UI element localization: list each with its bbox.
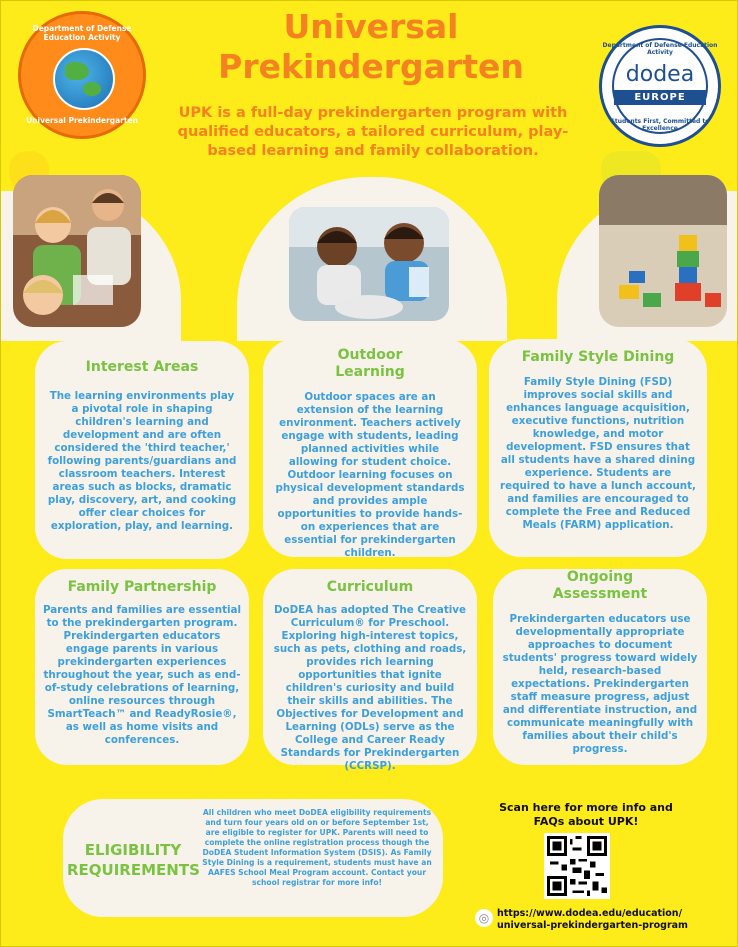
photo-building-blocks [599,175,727,327]
scan-prompt: Scan here for more info and FAQs about UPK! [499,801,673,828]
photo-children-crafting [13,175,141,327]
dodea-europe-logo [599,25,721,147]
upk-logo [18,11,146,139]
card-curriculum [263,569,477,772]
card-title: Curriculum [326,579,414,595]
card-title: Interest Areas [85,359,199,375]
upk-logo-top-text: Department of Defense Education Activity [32,24,132,42]
card-family-style-dining [489,339,707,557]
card-interest-areas [35,341,249,559]
dodea-logo-bottom-text: Students First, Committed to Excellence [610,118,710,132]
card-body: Outdoor spaces are an extension of the learning environment. Teachers actively engage with students, leading planned activities while allowing for student choice. Outdoor learning focuses on physical development standards and provides ample opportunities to provide hands-on experiences that are essential for prekindergarten children. [275,391,465,559]
card-body: DoDEA has adopted The Creative Curriculum® for Preschool. Exploring high-interest topics, such as pets, clothing and roads, provides rich learning opportunities that ignite children's curiosity and build their skills and abilities. The Objectives for Development and Learning (ODLs) serve as the College and Career Ready Standards for Prekindergarten (CCRSP). [273,604,467,772]
card-title: Family Partnership [67,579,217,595]
card-title: Family Style Dining [521,349,675,365]
dodea-logo-top-text: Department of Defense Education Activity [602,42,718,56]
program-url-link[interactable]: https://www.dodea.edu/education/ universal-prekindergarten-program [497,908,688,931]
eligibility-title: ELIGIBILITY REQUIREMENTS [67,841,200,879]
photo-children-baking [289,207,449,321]
upk-logo-bottom-text: Universal Prekindergarten [26,116,138,125]
globe-icon [53,48,115,110]
globe-icon: ◎ [475,909,493,927]
card-body: Family Style Dining (FSD) improves social skills and enhances language acquisition, executive functions, nutrition knowledge, and motor development. FSD ensures that all students have a shared dining experience. Students are required to have a lunch account, and families are encouraged to complete the Free and Reduced Meals (FARM) application. [500,376,696,531]
page-title: Universal Prekindergarten [218,7,524,86]
qr-code[interactable] [544,833,610,899]
intro-text: UPK is a full-day prekindergarten program with qualified educators, a tailored curriculum, play-based learning and family collaboration. [177,105,569,159]
card-title: Ongoing Assessment [552,569,648,602]
card-body: The learning environments play a pivotal role in shaping children's learning and development and are often considered the 'third teacher,' following parents/guardians and classroom teachers. Interest areas such as blocks, dramatic play, discovery, art, and cooking offer clear choices for exploration, play, and learning. [47,390,237,532]
card-ongoing-assessment [493,569,707,765]
card-body: Prekindergarten educators use developmentally appropriate approaches to document students' progress toward widely held, research-based expectations. Prekindergarten staff measure progress, adjust and differentiate instruction, and communicate meaningfully with families about their child's progress. [502,613,698,755]
eligibility-body: All children who meet DoDEA eligibility requirements and turn four years old on or before September 1st, are eligible to register for UPK. Parents will need to complete the online registration process though the DoDEA Student Information System (DSIS). As Family Style Dining is a requirement, students must have an AAFES School Meal Program account. Contact your school registrar for more info! [202,808,432,887]
card-body: Parents and families are essential to the prekindergarten program. Prekindergarten educators engage parents in various prekindergarten experiences throughout the year, such as end-of-study celebrations of learning, online resources through SmartTeach™ and ReadyRosie®, as well as home visits and conferences. [43,604,242,746]
dodea-wordmark: dodea [625,62,695,87]
card-outdoor-learning [263,339,477,557]
dodea-region-label: EUROPE [614,90,706,105]
card-title: Outdoor Learning [335,347,405,380]
card-family-partnership [35,569,249,765]
